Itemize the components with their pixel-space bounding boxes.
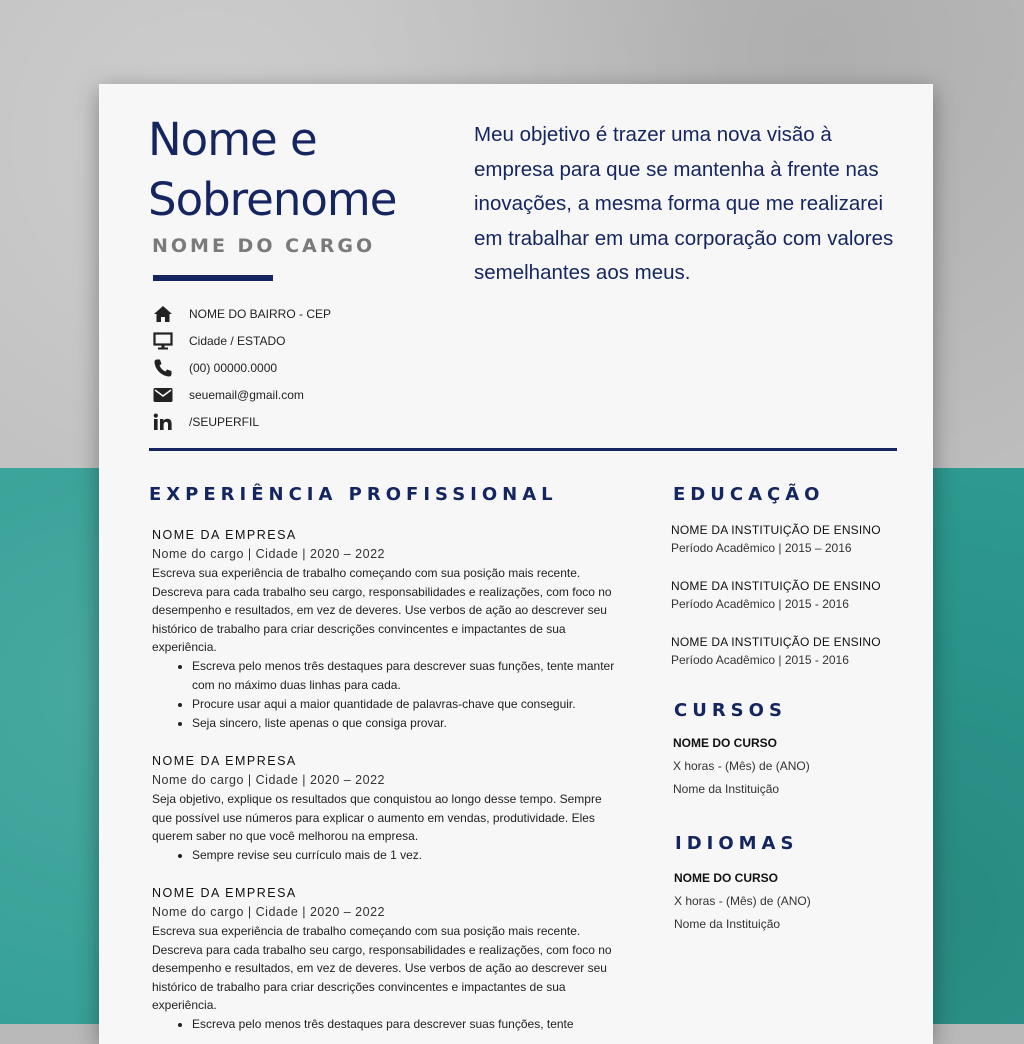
education-section-title: EDUCAÇÃO <box>673 484 825 505</box>
job-highlight: • Procure usar aqui a maior quantidade de palavras-chave que conseguir. <box>192 695 622 714</box>
language-item <box>674 869 914 933</box>
candidate-name: Nome e Sobrenome <box>148 113 397 226</box>
contact-city <box>151 327 331 354</box>
company-name: NOME DA EMPRESA <box>152 886 297 900</box>
contact-email <box>151 381 331 408</box>
job-role: Nome do cargo | Cidade | 2020 – 2022 <box>152 905 385 919</box>
academic-period: Período Acadêmico | 2015 - 2016 <box>671 653 849 667</box>
job-highlights <box>152 846 622 865</box>
contact-linkedin-text: /SEUPERFIL <box>189 414 260 429</box>
company-name: NOME DA EMPRESA <box>152 754 297 768</box>
monitor-icon <box>151 330 175 352</box>
academic-period: Período Acadêmico | 2015 – 2016 <box>671 541 852 555</box>
linkedin-icon <box>151 411 175 433</box>
job-highlight: • Escreva pelo menos três destaques para descrever suas funções, tente manter com no máximo duas linhas para cada. <box>192 657 622 695</box>
phone-icon <box>151 357 175 379</box>
career-objective: Meu objetivo é trazer uma nova visão à empresa para que se mantenha à frente nas inovações, a mesma forma que me realizarei em trabalhar em uma corporação com valores semelhantes aos meus. <box>474 123 894 284</box>
languages-section-title: IDIOMAS <box>675 833 799 854</box>
job-highlights <box>152 1015 622 1034</box>
contact-phone <box>151 354 331 381</box>
company-name: NOME DA EMPRESA <box>152 528 297 542</box>
contact-linkedin <box>151 408 331 435</box>
courses-section-title: CURSOS <box>674 700 787 721</box>
institution-name: NOME DA INSTITUIÇÃO DE ENSINO <box>671 635 881 649</box>
education-item <box>671 577 911 613</box>
course-name: NOME DO CURSO <box>673 736 778 750</box>
job-role: Nome do cargo | Cidade | 2020 – 2022 <box>152 547 385 561</box>
job-description: Escreva sua experiência de trabalho começando com sua posição mais recente. Descreva para cada trabalho seu cargo, responsabilidades e realizações, com foco no desempenho e resultados, em vez de deveres. Use verbos de ação ao descrever seu histórico de trabalho para criar descrições convincentes e impactantes de sua experiência. <box>152 566 612 654</box>
contact-address <box>151 300 331 327</box>
institution-name: NOME DA INSTITUIÇÃO DE ENSINO <box>671 579 881 593</box>
contact-email-text: seuemail@gmail.com <box>189 387 304 402</box>
language-course-name: NOME DO CURSO <box>674 871 779 885</box>
home-icon <box>151 303 175 325</box>
experience-entry <box>152 883 622 1034</box>
job-title: NOME DO CARGO <box>152 235 376 257</box>
contact-address-text: NOME DO BAIRRO - CEP <box>189 306 332 321</box>
experience-entry <box>152 751 622 865</box>
name-underline <box>153 275 273 281</box>
academic-period: Período Acadêmico | 2015 - 2016 <box>671 597 849 611</box>
resume-page <box>99 84 933 1044</box>
contact-city-text: Cidade / ESTADO <box>189 333 286 348</box>
header-divider <box>149 448 897 451</box>
language-hours: X horas - (Mês) de (ANO) <box>674 894 811 908</box>
education-item <box>671 633 911 669</box>
course-institution: Nome da Instituição <box>673 782 780 796</box>
job-description: Seja objetivo, explique os resultados que conquistou ao longo desse tempo. Sempre que possível use números para explicar o aumento em vendas, produtividade. Eles querem saber no que você melhorou na empresa. <box>152 792 602 843</box>
education-item <box>671 521 911 557</box>
job-role: Nome do cargo | Cidade | 2020 – 2022 <box>152 773 385 787</box>
course-hours: X horas - (Mês) de (ANO) <box>673 759 810 773</box>
job-highlight: • Seja sincero, liste apenas o que consiga provar. <box>192 714 622 733</box>
contact-phone-text: (00) 00000.0000 <box>189 360 278 375</box>
institution-name: NOME DA INSTITUIÇÃO DE ENSINO <box>671 523 881 537</box>
job-highlights <box>152 657 622 733</box>
job-description: Escreva sua experiência de trabalho começando com sua posição mais recente. Descreva para cada trabalho seu cargo, responsabilidades e realizações, com foco no desempenho e resultados, em vez de deveres. Use verbos de ação ao descrever seu histórico de trabalho para criar descrições convincentes e impactantes de sua experiência. <box>152 924 612 1012</box>
language-institution: Nome da Instituição <box>674 917 781 931</box>
experience-entry <box>152 525 622 733</box>
experience-section-title: EXPERIÊNCIA PROFISSIONAL <box>149 484 558 505</box>
email-icon <box>151 384 175 406</box>
contact-list <box>151 300 331 435</box>
job-highlight: • Sempre revise seu currículo mais de 1 vez. <box>192 846 622 865</box>
job-highlight: • Escreva pelo menos três destaques para descrever suas funções, tente <box>192 1015 622 1034</box>
course-item <box>673 734 913 798</box>
